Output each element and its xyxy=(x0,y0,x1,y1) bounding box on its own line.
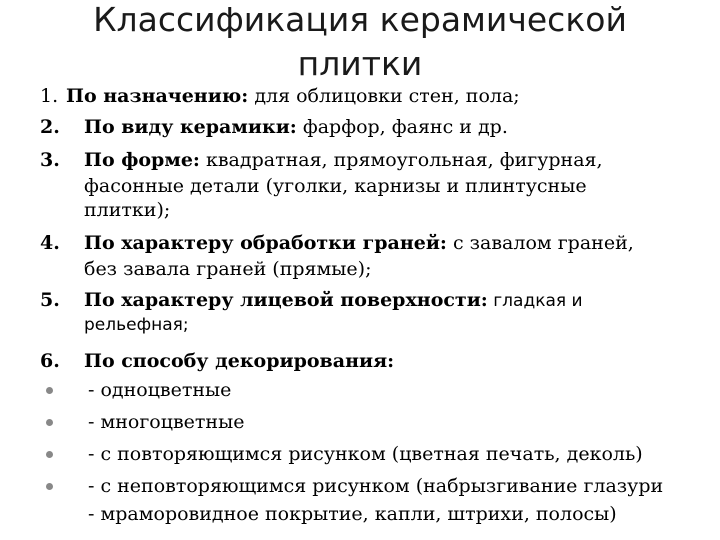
item-5-text: гладкая и xyxy=(487,291,583,311)
item-4-continuation-1: без завала граней (прямые); xyxy=(84,258,372,280)
item-3-number: 3. xyxy=(40,149,60,171)
list-item-3 xyxy=(84,149,603,171)
bullet-dot xyxy=(46,419,53,426)
list-item-6 xyxy=(84,350,394,372)
item-4-label: По характеру обработки граней: xyxy=(84,232,447,254)
item-1-number: 1. xyxy=(40,85,59,107)
item-3-text: квадратная, прямоугольная, фигурная, xyxy=(199,149,603,171)
item-1-label: По назначению: xyxy=(66,85,249,107)
list-item-4 xyxy=(84,232,634,254)
bullet-item-4-continuation: - мраморовидное покрытие, капли, штрихи, полосы) xyxy=(88,503,617,525)
bullet-item-3: - с повторяющимся рисунком (цветная печать, деколь) xyxy=(88,443,643,465)
item-4-number: 4. xyxy=(40,232,60,254)
item-6-number: 6. xyxy=(40,350,60,372)
item-5-continuation-1: рельефная; xyxy=(84,315,189,335)
item-3-continuation-2: плитки); xyxy=(84,199,171,221)
item-3-continuation-1: фасонные детали (уголки, карнизы и плинтусные xyxy=(84,175,587,197)
list-item-5 xyxy=(84,289,583,312)
bullet-dot xyxy=(46,451,53,458)
list-item-1 xyxy=(66,85,520,107)
bullet-dot xyxy=(46,483,53,490)
bullet-item-1: - одноцветные xyxy=(88,379,232,401)
item-6-label: По способу декорирования: xyxy=(84,350,395,372)
item-4-text: с завалом граней, xyxy=(446,232,634,254)
item-2-text: фарфор, фаянс и др. xyxy=(296,116,508,138)
item-5-number: 5. xyxy=(40,289,60,311)
slide-title-line-1: Классификация керамической xyxy=(93,0,627,39)
item-5-label: По характеру лицевой поверхности: xyxy=(84,289,488,311)
item-2-label: По виду керамики: xyxy=(84,116,297,138)
bullet-item-2: - многоцветные xyxy=(88,411,245,433)
slide-title-line-2: плитки xyxy=(297,44,423,83)
bullet-dot xyxy=(46,387,53,394)
bullet-item-4: - с неповторяющимся рисунком (набрызгивание глазури xyxy=(88,475,664,497)
item-2-number: 2. xyxy=(40,116,60,138)
item-3-label: По форме: xyxy=(84,149,200,171)
list-item-2 xyxy=(84,116,508,138)
item-1-text: для облицовки стен, пола; xyxy=(248,85,520,107)
